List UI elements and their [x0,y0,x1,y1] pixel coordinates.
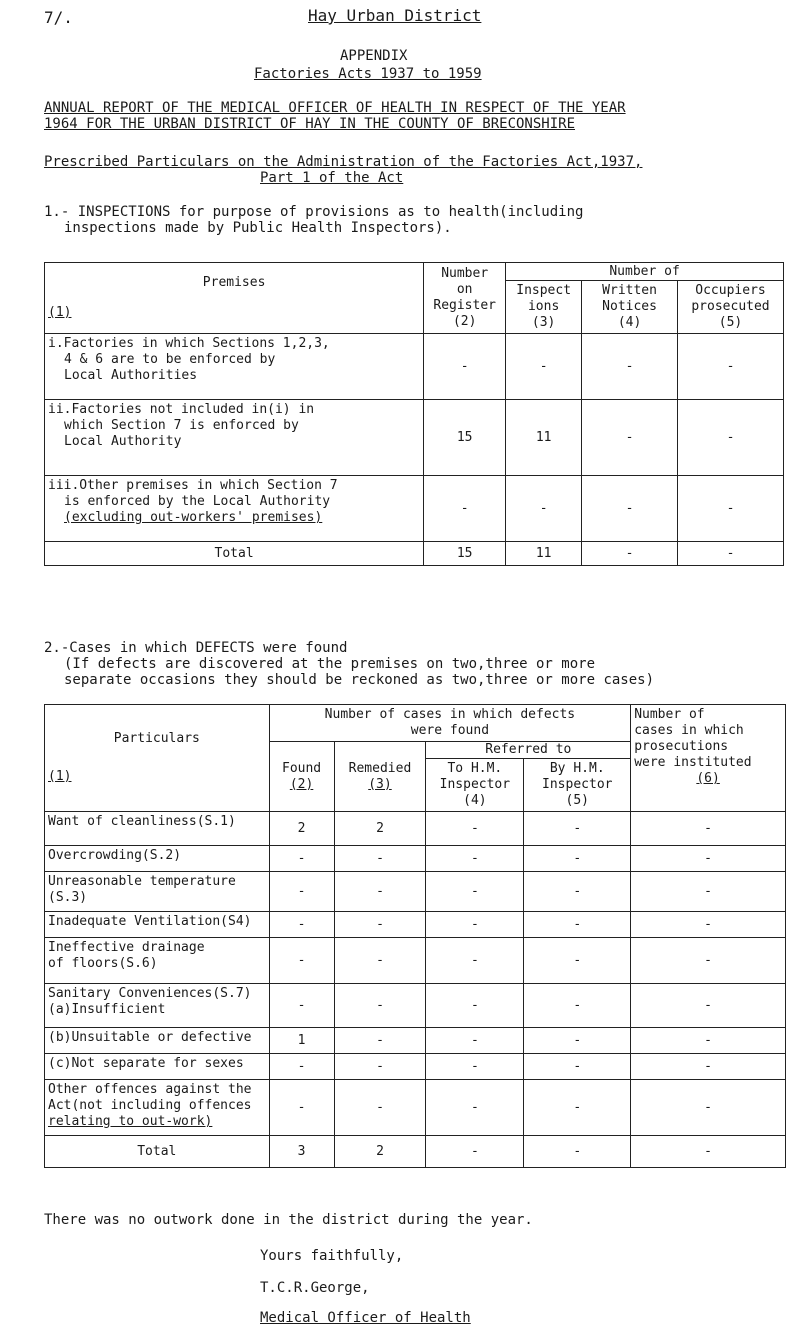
outwork-statement: There was no outwork done in the district during the year. [44,1212,533,1228]
section2-heading-line1: 2.-Cases in which DEFECTS were found [44,640,348,656]
table-row: Sanitary Conveniences(S.7) (a)Insufficient - - - - - [45,984,786,1028]
table-row: Overcrowding(S.2) - - - - - [45,846,786,872]
header-prosecutions: Number of cases in which prosecutions were instituted (6) [631,705,786,812]
total-row: Total 3 2 - - - [45,1136,786,1168]
prescribed-line1: Prescribed Particulars on the Administration of the Factories Act,1937, [44,154,643,170]
header-by-hm-inspector: By H.M. Inspector (5) [524,759,631,812]
table-row: (b)Unsuitable or defective 1 - - - - [45,1028,786,1054]
acts-title: Factories Acts 1937 to 1959 [254,66,482,82]
defects-table [44,704,786,1168]
header-found: Found (2) [269,742,334,812]
table-row: Want of cleanliness(S.1) 2 2 - - - [45,812,786,846]
header-premises: Premises (1) [45,263,424,334]
page-number: 7/. [44,8,73,27]
table-row: Unreasonable temperature (S.3) - - - - - [45,872,786,912]
table-row: iii.Other premises in which Section 7 is enforced by the Local Authority (excluding out-workers' premises) - - - - [45,476,784,542]
report-title-line2: 1964 FOR THE URBAN DISTRICT OF HAY IN THE COUNTY OF BRECONSHIRE [44,116,576,132]
table-row: i.Factories in which Sections 1,2,3, 4 & 6 are to be enforced by Local Authorities - - - - [45,334,784,400]
district-title: Hay Urban District [308,6,482,25]
table-row: (c)Not separate for sexes - - - - - [45,1054,786,1080]
total-row: Total 15 11 - - [45,542,784,566]
signatory-title: Medical Officer of Health [260,1310,471,1326]
signatory-name: T.C.R.George, [260,1280,370,1296]
table-row: Inadequate Ventilation(S4) - - - - - [45,912,786,938]
inspections-table [44,262,784,566]
header-inspections: Inspect ions (3) [506,281,582,334]
section1-heading-line1: 1.- INSPECTIONS for purpose of provisions as to health(including [44,204,584,220]
table-row: ii.Factories not included in(i) in which Section 7 is enforced by Local Authority 15 11 - - [45,400,784,476]
header-written-notices: Written Notices (4) [582,281,678,334]
header-number-on-register: Number on Register (2) [424,263,506,334]
table-row: Ineffective drainage of floors(S.6) - - - - - [45,938,786,984]
section2-heading-line3: separate occasions they should be reckoned as two,three or more cases) [64,672,655,688]
report-title-line1: ANNUAL REPORT OF THE MEDICAL OFFICER OF HEALTH IN RESPECT OF THE YEAR [44,100,626,116]
closing: Yours faithfully, [260,1248,404,1264]
prescribed-line2: Part 1 of the Act [260,170,404,186]
table-row: Other offences against the Act(not including offences relating to out-work) - - - - - [45,1080,786,1136]
header-particulars: Particulars (1) [45,705,270,812]
section1-heading-line2: inspections made by Public Health Inspectors). [64,220,452,236]
appendix-title: APPENDIX [340,48,408,64]
header-referred-to: Referred to [426,742,631,759]
header-remedied: Remedied (3) [334,742,426,812]
header-occupiers-prosecuted: Occupiers prosecuted (5) [678,281,784,334]
header-to-hm-inspector: To H.M. Inspector (4) [426,759,524,812]
section2-heading-line2: (If defects are discovered at the premises on two,three or more [64,656,596,672]
header-cases-found: Number of cases in which defects were found [269,705,631,742]
header-number-of: Number of [506,263,784,281]
